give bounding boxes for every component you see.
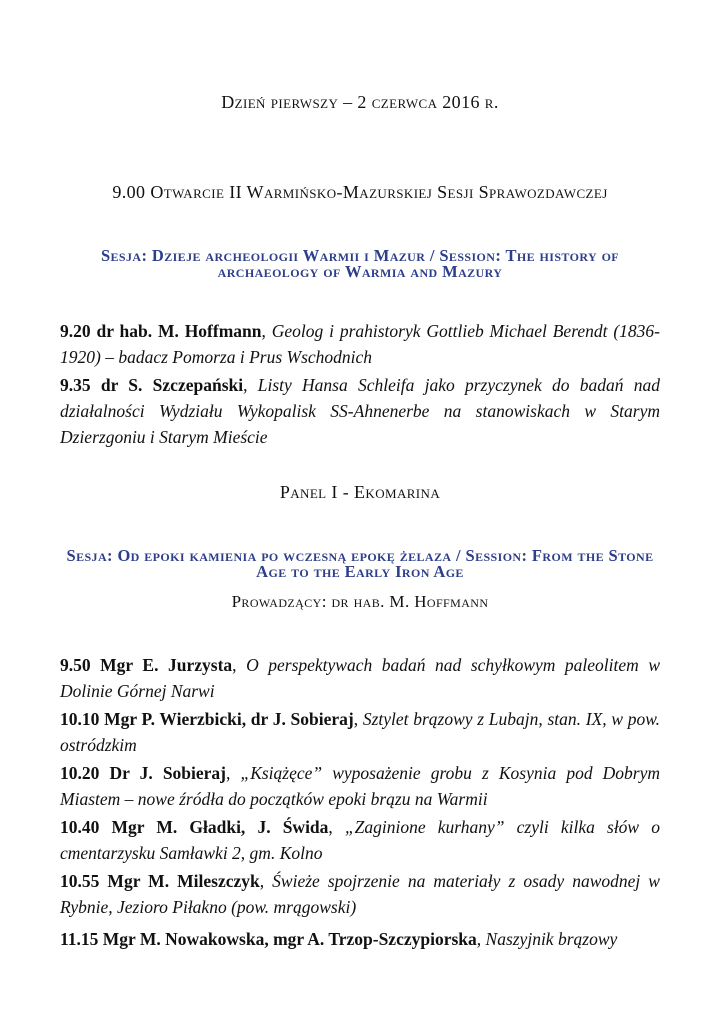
- talk-title: Sztylet brązowy z Lubajn, stan. IX, w pow. ostródzkim: [60, 709, 660, 755]
- day-heading: Dzień pierwszy – 2 czerwca 2016 r.: [221, 92, 499, 112]
- talk-speaker: 9.50 Mgr E. Jurzysta: [60, 655, 233, 675]
- session1-title: Sesja: Dzieje archeologii Warmii i Mazur / Session: The history of archaeology of Warmia and Mazury: [100, 246, 620, 281]
- talk-title: „Zaginione kurhany” czyli kilka słów o cmentarzysku Samławki 2, gm. Kolno: [60, 817, 660, 863]
- panel-heading: Panel I - Ekomarina: [279, 482, 441, 502]
- talk-separator: ,: [353, 709, 363, 729]
- talk-title: „Książęce” wyposażenie grobu z Kosynia pod Dobrym Miastem – nowe źródła do początków epoki brązu na Warmii: [60, 763, 660, 809]
- talk-entry: [60, 814, 660, 866]
- talk-title: Listy Hansa Schleifa jako przyczynek do badań nad działalności Wydziału Wykopalisk SS-Ahnenerbe na stanowiskach w Starym Dzierzgoniu i Starym Mieście: [60, 375, 660, 447]
- talk-speaker: 10.20 Dr J. Sobieraj: [60, 763, 227, 783]
- talk-title: Świeże spojrzenie na materiały z osady nawodnej w Rybnie, Jezioro Piłakno (pow. mrągowski): [60, 871, 660, 917]
- talk-entry: [60, 652, 660, 704]
- session2-chair: Prowadzący: dr hab. M. Hoffmann: [231, 592, 489, 611]
- talk-speaker: 9.20 dr hab. M. Hoffmann: [60, 321, 262, 341]
- talk-separator: ,: [476, 929, 486, 949]
- talk-speaker: 11.15 Mgr M. Nowakowska, mgr A. Trzop-Szczypiorska: [60, 929, 477, 949]
- talk-separator: ,: [328, 817, 345, 837]
- opening-heading: 9.00 Otwarcie II Warmińsko-Mazurskiej Sesji Sprawozdawczej: [112, 182, 608, 202]
- talk-entry: [60, 372, 660, 450]
- talk-entry: [60, 926, 660, 952]
- talk-title: Geolog i prahistoryk Gottlieb Michael Berendt (1836-1920) – badacz Pomorza i Prus Wschodnich: [60, 321, 660, 367]
- talk-title: Naszyjnik brązowy: [485, 929, 618, 949]
- talk-separator: ,: [226, 763, 241, 783]
- talk-title: O perspektywach badań nad schyłkowym paleolitem w Dolinie Górnej Narwi: [60, 655, 661, 701]
- talk-speaker: 9.35 dr S. Szczepański: [60, 375, 244, 395]
- talk-separator: ,: [259, 871, 273, 891]
- session2-title: Sesja: Od epoki kamienia po wczesną epokę żelaza / Session: From the Stone Age to the Early Iron Age: [66, 546, 654, 581]
- talk-speaker: 10.40 Mgr M. Gładki, J. Świda: [60, 817, 329, 837]
- talk-entry: [60, 706, 660, 758]
- talk-separator: ,: [243, 375, 258, 395]
- talk-entry: [60, 760, 660, 812]
- talk-separator: ,: [261, 321, 272, 341]
- talk-separator: ,: [232, 655, 247, 675]
- talk-entry: [60, 318, 660, 370]
- talk-speaker: 10.55 Mgr M. Mileszczyk: [60, 871, 260, 891]
- talk-speaker: 10.10 Mgr P. Wierzbicki, dr J. Sobieraj: [60, 709, 354, 729]
- talk-entry: [60, 868, 660, 920]
